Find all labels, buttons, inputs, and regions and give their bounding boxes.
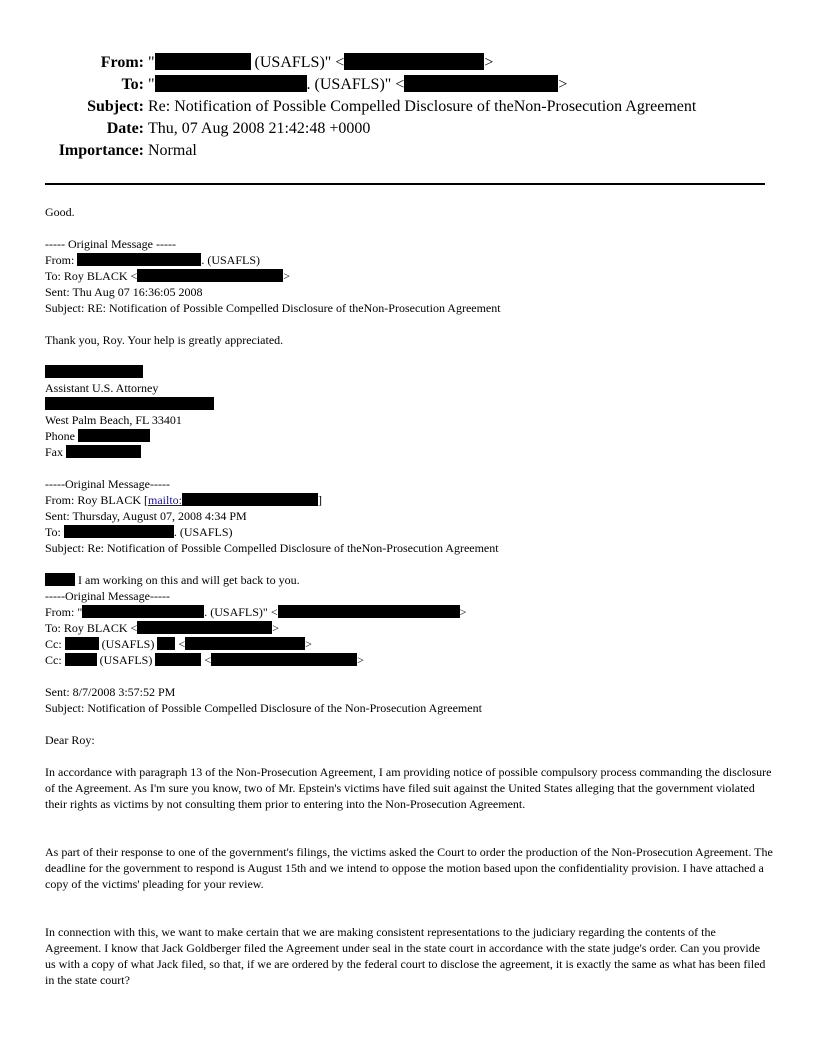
redaction	[278, 605, 460, 618]
date-value: Thu, 07 Aug 2008 21:42:48 +0000	[148, 120, 371, 137]
header-date-row	[0, 118, 816, 140]
header-importance-row	[0, 140, 816, 162]
signature-fax: Fax	[45, 444, 141, 460]
original-sent-line: Sent: 8/7/2008 3:57:52 PM	[45, 685, 176, 699]
redaction	[66, 445, 141, 458]
redaction	[155, 53, 251, 70]
redaction	[182, 493, 318, 506]
redaction	[155, 653, 201, 666]
redaction	[155, 75, 307, 92]
redaction	[404, 75, 558, 92]
original-from-line: From: . (USAFLS)	[45, 253, 261, 267]
from-value: " (USAFLS)" < >	[148, 54, 494, 71]
original-subject-line: Subject: Re: Notification of Possible Compelled Disclosure of theNon-Prosecution Agreement	[45, 541, 499, 555]
header-from-row	[0, 52, 816, 74]
reply-text: Good.	[45, 205, 75, 219]
original-from-line: From: Roy BLACK [mailto: ]	[45, 493, 323, 507]
original-message-separator: -----Original Message-----	[45, 589, 170, 603]
original-subject-line: Subject: RE: Notification of Possible Compelled Disclosure of theNon-Prosecution Agreement	[45, 301, 501, 315]
to-label: To:	[121, 76, 144, 93]
mailto-link[interactable]: mailto:	[148, 493, 183, 507]
redaction	[65, 637, 99, 650]
original-sent-line: Sent: Thursday, August 07, 2008 4:34 PM	[45, 509, 247, 523]
salutation: Dear Roy:	[45, 733, 95, 747]
redaction	[185, 637, 305, 650]
original-from-line: From: " . (USAFLS)" < >	[45, 605, 467, 619]
working-text: I am working on this and will get back to you.	[45, 572, 300, 588]
paragraph-3: In connection with this, we want to make certain that we are making consistent representations to the judiciary regarding the contents of the Agreement. I know that Jack Goldberger filed the Agreement under seal in the state court in accordance with the state judge's order. Can you provide us with a copy of what Jack filed, so that, if we are ordered by the federal court to disclose the agreement, it is exactly the same as what has been filed in the state court?	[45, 925, 766, 987]
signature-city: West Palm Beach, FL 33401	[45, 413, 182, 427]
redaction	[77, 253, 201, 266]
redaction	[82, 605, 204, 618]
original-sent-line: Sent: Thu Aug 07 16:36:05 2008	[45, 285, 203, 299]
redaction	[64, 525, 174, 538]
to-value: " . (USAFLS)" < >	[148, 76, 568, 93]
redaction	[211, 653, 357, 666]
redaction	[78, 429, 150, 442]
redaction	[344, 53, 484, 70]
original-to-line: To: . (USAFLS)	[45, 525, 233, 539]
subject-label: Subject:	[87, 98, 144, 115]
redaction	[137, 269, 283, 282]
from-label: From:	[100, 54, 144, 71]
original-cc-line: Cc: (USAFLS) < >	[45, 637, 312, 651]
redaction	[45, 573, 75, 586]
original-to-line: To: Roy BLACK < >	[45, 269, 291, 283]
header-subject-row	[0, 96, 816, 118]
redaction	[45, 365, 143, 378]
original-message-separator: ----- Original Message -----	[45, 237, 176, 251]
signature-name	[45, 364, 143, 380]
subject-value: Re: Notification of Possible Compelled Disclosure of theNon-Prosecution Agreement	[148, 98, 697, 115]
thanks-text: Thank you, Roy. Your help is greatly appreciated.	[45, 333, 284, 347]
redaction	[157, 637, 175, 650]
original-subject-line: Subject: Notification of Possible Compelled Disclosure of the Non-Prosecution Agreement	[45, 701, 482, 715]
importance-label: Importance:	[58, 142, 144, 159]
paragraph-1: In accordance with paragraph 13 of the Non-Prosecution Agreement, I am providing notice of possible compulsory process commanding the disclosure of the Agreement. As I'm sure you know, two of Mr. Epstein's victims have filed suit against the United States alleging that the government violated their rights as victims by not consulting them prior to entering into the Non-Prosecution Agreement.	[45, 765, 772, 811]
importance-value: Normal	[148, 142, 197, 159]
original-cc-line: Cc: (USAFLS) < >	[45, 653, 364, 667]
redaction	[45, 397, 214, 410]
signature-phone: Phone	[45, 428, 150, 444]
original-message-separator: -----Original Message-----	[45, 477, 170, 491]
signature-title: Assistant U.S. Attorney	[45, 381, 159, 395]
date-label: Date:	[106, 120, 144, 137]
redaction	[137, 621, 272, 634]
paragraph-2: As part of their response to one of the government's filings, the victims asked the Court to order the production of the Non-Prosecution Agreement. The deadline for the government to respond is August 15th and we intend to oppose the motion based upon the confidentiality provision. I have attached a copy of the victims' pleading for your review.	[45, 845, 773, 891]
redaction	[65, 653, 97, 666]
original-to-line: To: Roy BLACK < >	[45, 621, 280, 635]
signature-address	[45, 396, 214, 412]
header-divider	[45, 183, 765, 185]
header-to-row	[0, 74, 816, 96]
